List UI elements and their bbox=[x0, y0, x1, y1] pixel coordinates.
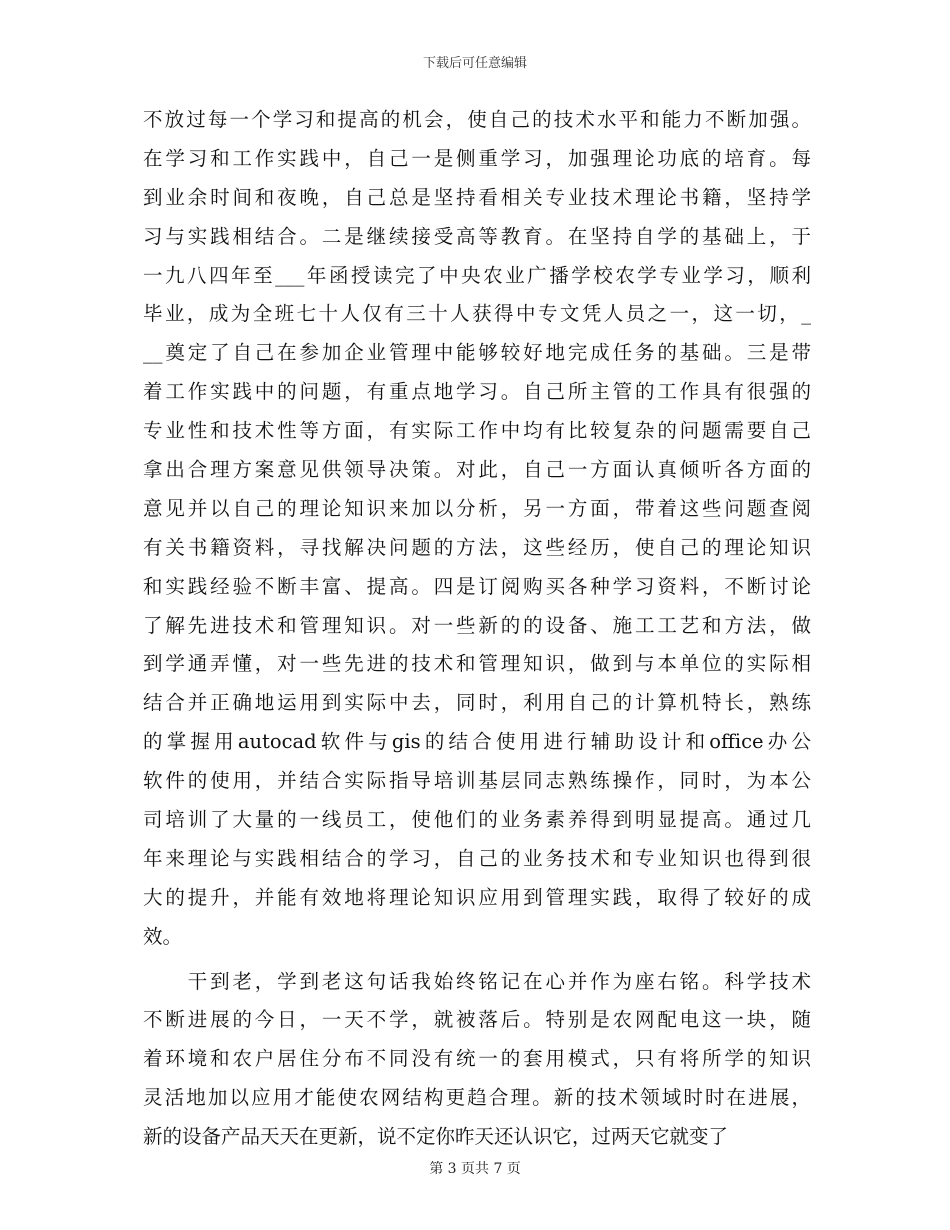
text-line: 着工作实践中的问题，有重点地学习。自己所主管的工作具有很强的 bbox=[143, 380, 811, 404]
text-line: 的掌握用autocad软件与gis的结合使用进行辅助设计和office办公 bbox=[143, 730, 811, 754]
text-line: 意见并以自己的理论知识来加以分析，另一方面，带着这些问题查阅 bbox=[143, 496, 811, 520]
text-line: 软件的使用，并结合实际指导培训基层同志熟练操作，同时，为本公 bbox=[143, 769, 811, 793]
paragraph-2 bbox=[143, 963, 811, 1157]
page-header: 下载后可任意编辑 bbox=[422, 56, 527, 71]
text-line: 习与实践相结合。二是继续接受高等教育。在坚持自学的基础上，于 bbox=[143, 224, 811, 248]
text-line: 年来理论与实践相结合的学习，自己的业务技术和专业知识也得到很 bbox=[143, 846, 811, 870]
paragraph-1 bbox=[143, 101, 811, 957]
text-line: 司培训了大量的一线员工，使他们的业务素养得到明显提高。通过几 bbox=[143, 808, 811, 832]
document-body bbox=[143, 101, 811, 1157]
text-line: 在学习和工作实践中，自己一是侧重学习，加强理论功底的培育。每 bbox=[143, 146, 811, 170]
text-line: 拿出合理方案意见供领导决策。对此，自己一方面认真倾听各方面的 bbox=[143, 458, 811, 482]
page-number: 第 3 页共 7 页 bbox=[429, 1161, 521, 1177]
text-line: 到学通弄懂，对一些先进的技术和管理知识，做到与本单位的实际相 bbox=[143, 652, 811, 676]
text-line: 不断进展的今日，一天不学，就被落后。特别是农网配电这一块，随 bbox=[143, 1008, 811, 1032]
text-line: 专业性和技术性等方面，有实际工作中均有比较复杂的问题需要自己 bbox=[143, 419, 811, 443]
text-line: 到业余时间和夜晚，自己总是坚持看相关专业技术理论书籍，坚持学 bbox=[143, 185, 811, 209]
text-line: 大的提升，并能有效地将理论知识应用到管理实践，取得了较好的成 bbox=[143, 885, 811, 909]
text-line: 灵活地加以应用才能使农网结构更趋合理。新的技术领域时时在进展， bbox=[143, 1086, 811, 1110]
text-line: __奠定了自己在参加企业管理中能够较好地完成任务的基础。三是带 bbox=[143, 341, 811, 365]
text-line: 干到老，学到老这句话我始终铭记在心并作为座右铭。科学技术 bbox=[143, 969, 811, 993]
text-line: 新的设备产品天天在更新，说不定你昨天还认识它，过两天它就变了 bbox=[143, 1125, 729, 1149]
text-line: 和实践经验不断丰富、提高。四是订阅购买各种学习资料，不断讨论 bbox=[143, 574, 811, 598]
text-line: 一九八四年至___年函授读完了中央农业广播学校农学专业学习，顺利 bbox=[143, 263, 811, 287]
text-line: 结合并正确地运用到实际中去，同时，利用自己的计算机特长，熟练 bbox=[143, 691, 811, 715]
text-line: 效。 bbox=[143, 924, 183, 948]
text-line: 有关书籍资料，寻找解决问题的方法，这些经历，使自己的理论知识 bbox=[143, 535, 811, 559]
text-line: 毕业，成为全班七十人仅有三十人获得中专文凭人员之一，这一切，_ bbox=[143, 302, 811, 326]
text-line: 着环境和农户居住分布不同没有统一的套用模式，只有将所学的知识 bbox=[143, 1047, 811, 1071]
text-line: 了解先进技术和管理知识。对一些新的的设备、施工工艺和方法，做 bbox=[143, 613, 811, 637]
text-line: 不放过每一个学习和提高的机会，使自己的技术水平和能力不断加强。 bbox=[143, 108, 811, 131]
